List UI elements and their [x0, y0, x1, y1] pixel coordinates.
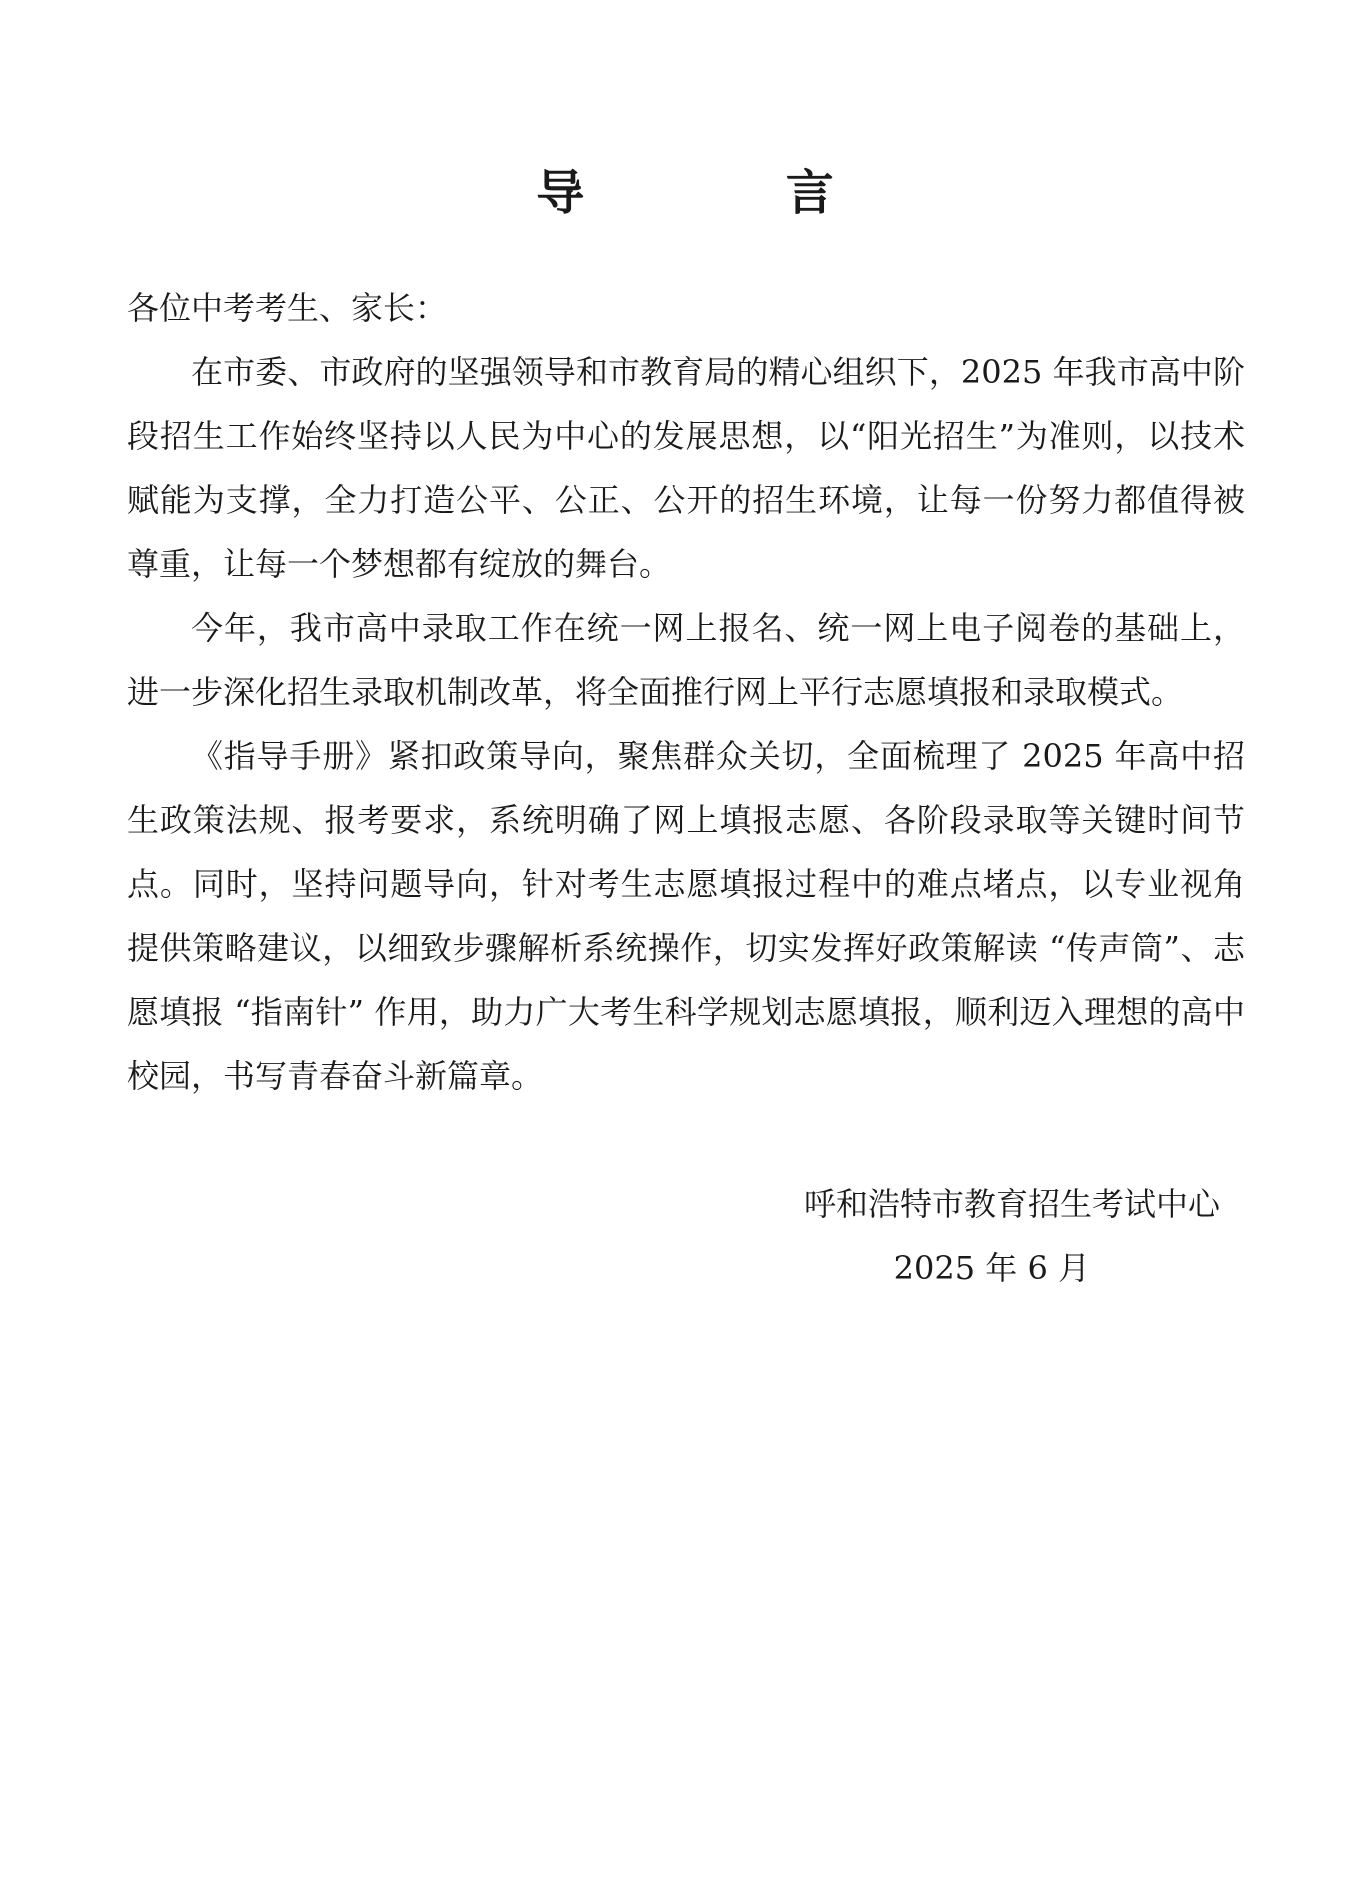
signature-date: 2025 年 6 月 — [893, 1249, 1090, 1287]
document-body — [127, 276, 1245, 1108]
page-title: 导 言 — [536, 165, 911, 221]
paragraph-2: 今年，我市高中录取工作在统一网上报名、统一网上电子阅卷的基础上，进一步深化招生录取机制改革，将全面推行网上平行志愿填报和录取模式。 — [127, 609, 1245, 711]
signature-block — [804, 1172, 1220, 1300]
paragraph-1: 在市委、市政府的坚强领导和市教育局的精心组织下，2025 年我市高中阶段招生工作始终坚持以人民为中心的发展思想，以“阳光招生”为准则，以技术赋能为支撑，全力打造公平、公正、公开的招生环境，让每一份努力都值得被尊重，让每一个梦想都有绽放的舞台。 — [127, 353, 1245, 583]
signature-organization: 呼和浩特市教育招生考试中心 — [803, 1185, 1220, 1223]
paragraph-3: 《指导手册》紧扣政策导向，聚焦群众关切，全面梳理了 2025 年高中招生政策法规、报考要求，系统明确了网上填报志愿、各阶段录取等关键时间节点。同时，坚持问题导向，针对考生志愿填报过程中的难点堵点，以专业视角提供策略建议，以细致步骤解析系统操作，切实发挥好政策解读 “传声筒”、志愿填报 “指南针” 作用，助力广大考生科学规划志愿填报，顺利迈入理想的高中校园，书写青春奋斗新篇章。 — [127, 737, 1245, 1095]
salutation: 各位中考考生、家长： — [127, 289, 448, 327]
